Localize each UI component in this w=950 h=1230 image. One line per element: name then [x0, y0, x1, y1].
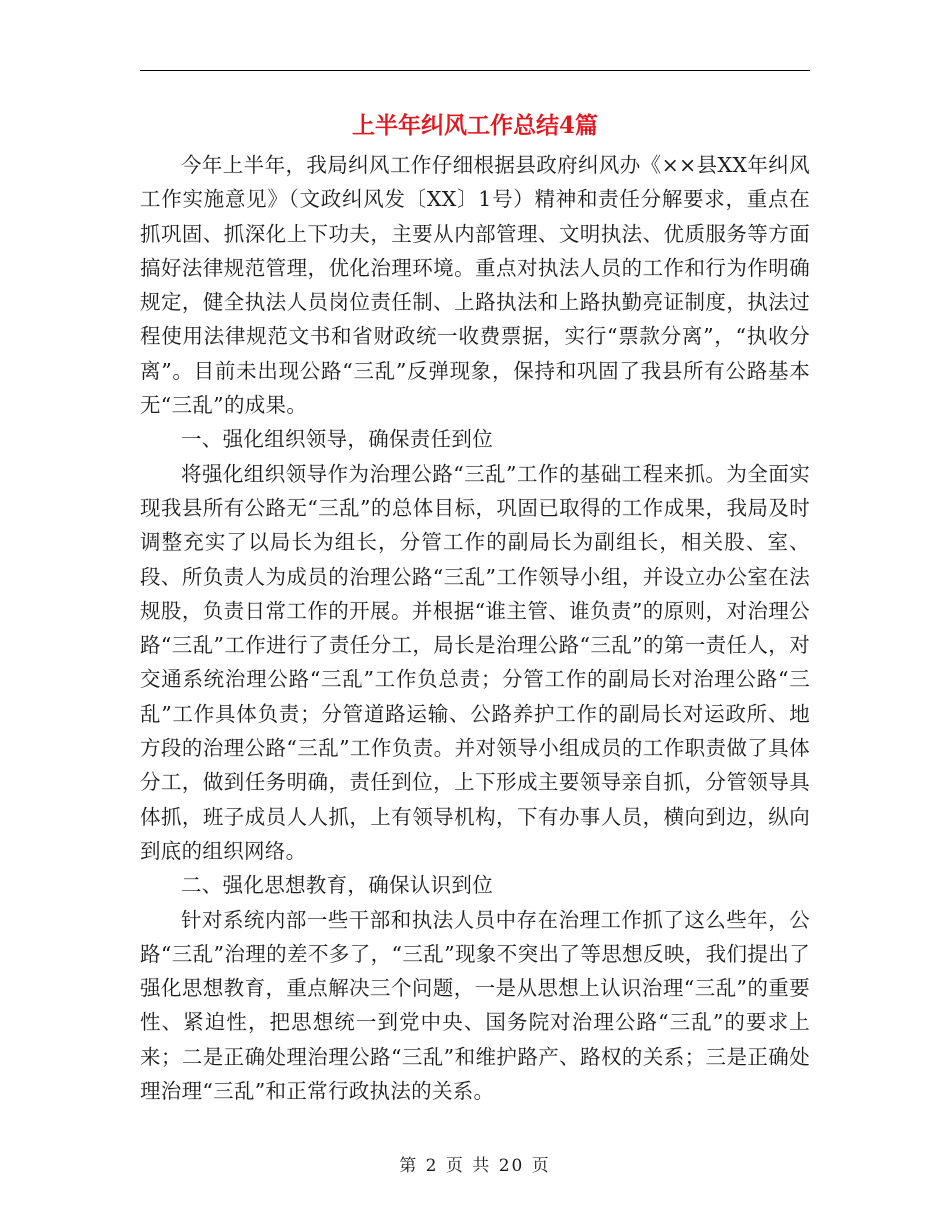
section-1-paragraph: 将强化组织领导作为治理公路“三乱”工作的基础工程来抓。为全面实现我县所有公路无“三乱”的总体目标，巩固已取得的工作成果，我局及时调整充实了以局长为组长，分管工作的副局长为副组长，相关股、室、段、所负责人为成员的治理公路“三乱”工作领导小组，并设立办公室在法规股，负责日常工作的开展。并根据“谁主管、谁负责”的原则，对治理公路“三乱”工作进行了责任分工，局长是治理公路“三乱”的第一责任人，对交通系统治理公路“三乱”工作负总责；分管工作的副局长对治理公路“三乱”工作具体负责；分管道路运输、公路养护工作的副局长对运政所、地方段的治理公路“三乱”工作负责。并对领导小组成员的工作职责做了具体分工，做到任务明确，责任到位，上下形成主要领导亲自抓，分管领导具体抓，班子成员人人抓，上有领导机构，下有办事人员，横向到边，纵向到底的组织网络。 — [140, 461, 810, 863]
page-number-footer: 第 2 页 共 20 页 — [399, 1156, 551, 1176]
section-heading-2: 二、强化思想教育，确保认识到位 — [181, 873, 493, 898]
document-body — [140, 148, 810, 1108]
document-title: 上半年纠风工作总结4篇 — [351, 112, 598, 139]
section-heading-1: 一、强化组织领导，确保责任到位 — [181, 427, 493, 452]
section-2-paragraph: 针对系统内部一些干部和执法人员中存在治理工作抓了这么些年，公路“三乱”治理的差不多了，“三乱”现象不突出了等思想反映，我们提出了强化思想教育，重点解决三个问题，一是从思想上认识治理“三乱”的重要性、紧迫性，把思想统一到党中央、国务院对治理公路“三乱”的要求上来；二是正确处理治理公路“三乱”和维护路产、路权的关系；三是正确处理治理“三乱”和正常行政执法的关系。 — [140, 907, 810, 1104]
header-rule — [140, 70, 810, 71]
intro-paragraph: 今年上半年，我局纠风工作仔细根据县政府纠风办《××县XX年纠风工作实施意见》（文政纠风发〔XX〕1号）精神和责任分解要求，重点在抓巩固、抓深化上下功夫，主要从内部管理、文明执法、优质服务等方面搞好法律规范管理，优化治理环境。重点对执法人员的工作和行为作明确规定，健全执法人员岗位责任制、上路执法和上路执勤亮证制度，执法过程使用法律规范文书和省财政统一收费票据，实行“票款分离”，“执收分离”。目前未出现公路“三乱”反弹现象，保持和巩固了我县所有公路基本无“三乱”的成果。 — [140, 153, 810, 418]
